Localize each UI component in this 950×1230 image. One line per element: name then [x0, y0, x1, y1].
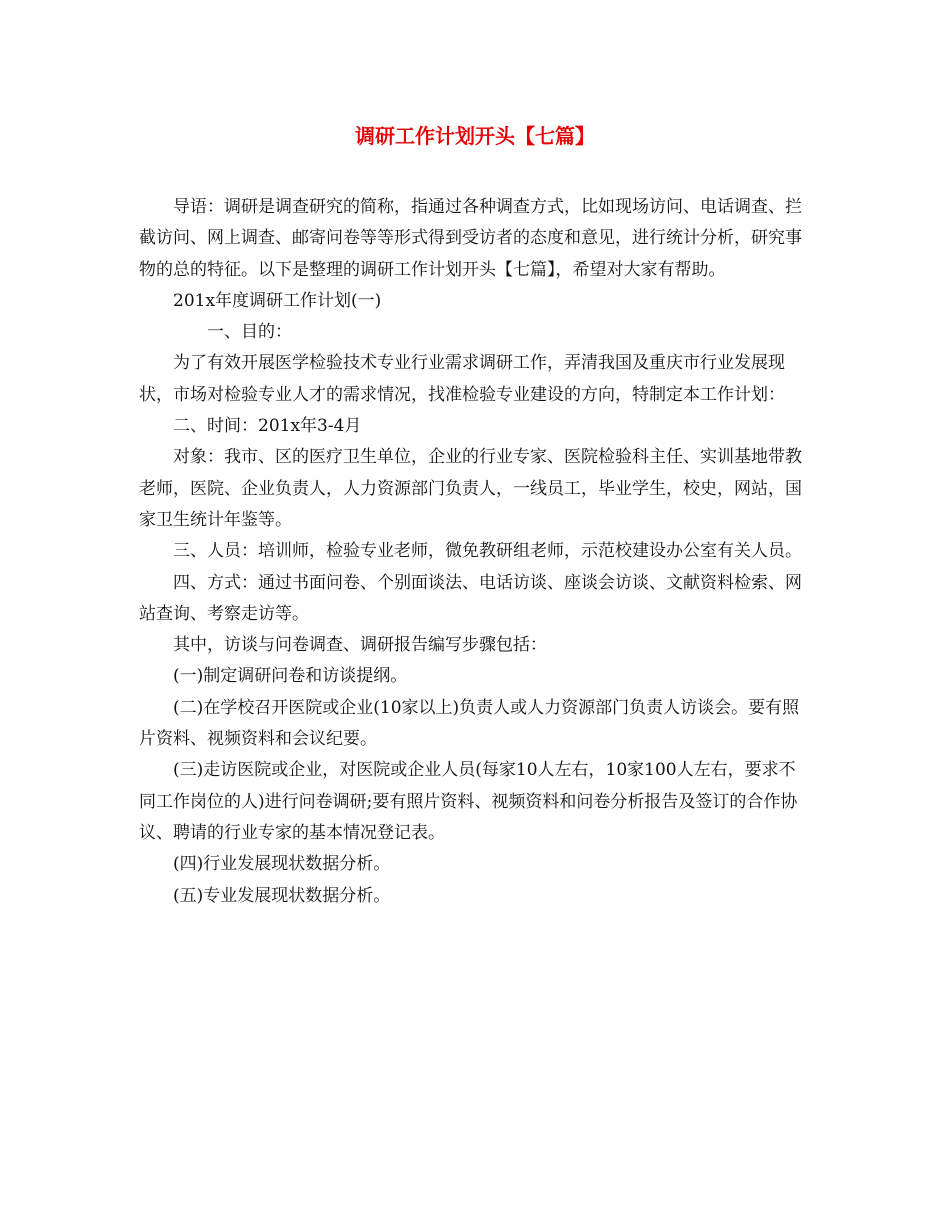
target-paragraph: 对象：我市、区的医疗卫生单位，企业的行业专家、医院检验科主任、实训基地带教老师，医院、企业负责人，人力资源部门负责人，一线员工，毕业学生，校史，网站，国家卫生统计年鉴等。	[139, 447, 802, 530]
personnel-paragraph: 三、人员：培训师，检验专业老师，微免教研组老师，示范校建设办公室有关人员。	[173, 541, 802, 562]
step-2-paragraph: (二)在学校召开医院或企业(10家以上)负责人或人力资源部门负责人访谈会。要有照片资料、视频资料和会议纪要。	[139, 697, 800, 750]
step-3-paragraph: (三)走访医院或企业，对医院或企业人员(每家10人左右，10家100人左右，要求不同工作岗位的人)进行问卷调研;要有照片资料、视频资料和问卷分析报告及签订的合作协议、聘请的行业专家的基本情况登记表。	[139, 760, 798, 843]
document-body	[139, 192, 811, 912]
steps-intro-paragraph: 其中，访谈与问卷调查、调研报告编写步骤包括：	[173, 635, 547, 656]
intro-paragraph: 导语：调研是调查研究的简称，指通过各种调查方式，比如现场访问、电话调查、拦截访问、网上调查、邮寄问卷等等形式得到受访者的态度和意见，进行统计分析，研究事物的总的特征。以下是整理的调研工作计划开头【七篇】，希望对大家有帮助。	[139, 197, 802, 280]
step-4-paragraph: (四)行业发展现状数据分析。	[173, 854, 391, 875]
method-paragraph: 四、方式：通过书面问卷、个别面谈法、电话访谈、座谈会访谈、文献资料检索、网站查询、考察走访等。	[139, 572, 802, 624]
time-paragraph: 二、时间：201x年3-4月	[173, 416, 362, 437]
section-heading-purpose: 一、目的：	[207, 322, 292, 343]
document-title: 调研工作计划开头【七篇】	[355, 124, 595, 148]
plan-heading: 201x年度调研工作计划(一)	[173, 290, 382, 311]
purpose-paragraph: 为了有效开展医学检验技术专业行业需求调研工作，弄清我国及重庆市行业发展现状，市场对检验专业人才的需求情况，找准检验专业建设的方向，特制定本工作计划：	[139, 353, 785, 405]
step-1-paragraph: (一)制定调研问卷和访谈提纲。	[173, 666, 408, 687]
step-5-paragraph: (五)专业发展现状数据分析。	[173, 885, 391, 906]
